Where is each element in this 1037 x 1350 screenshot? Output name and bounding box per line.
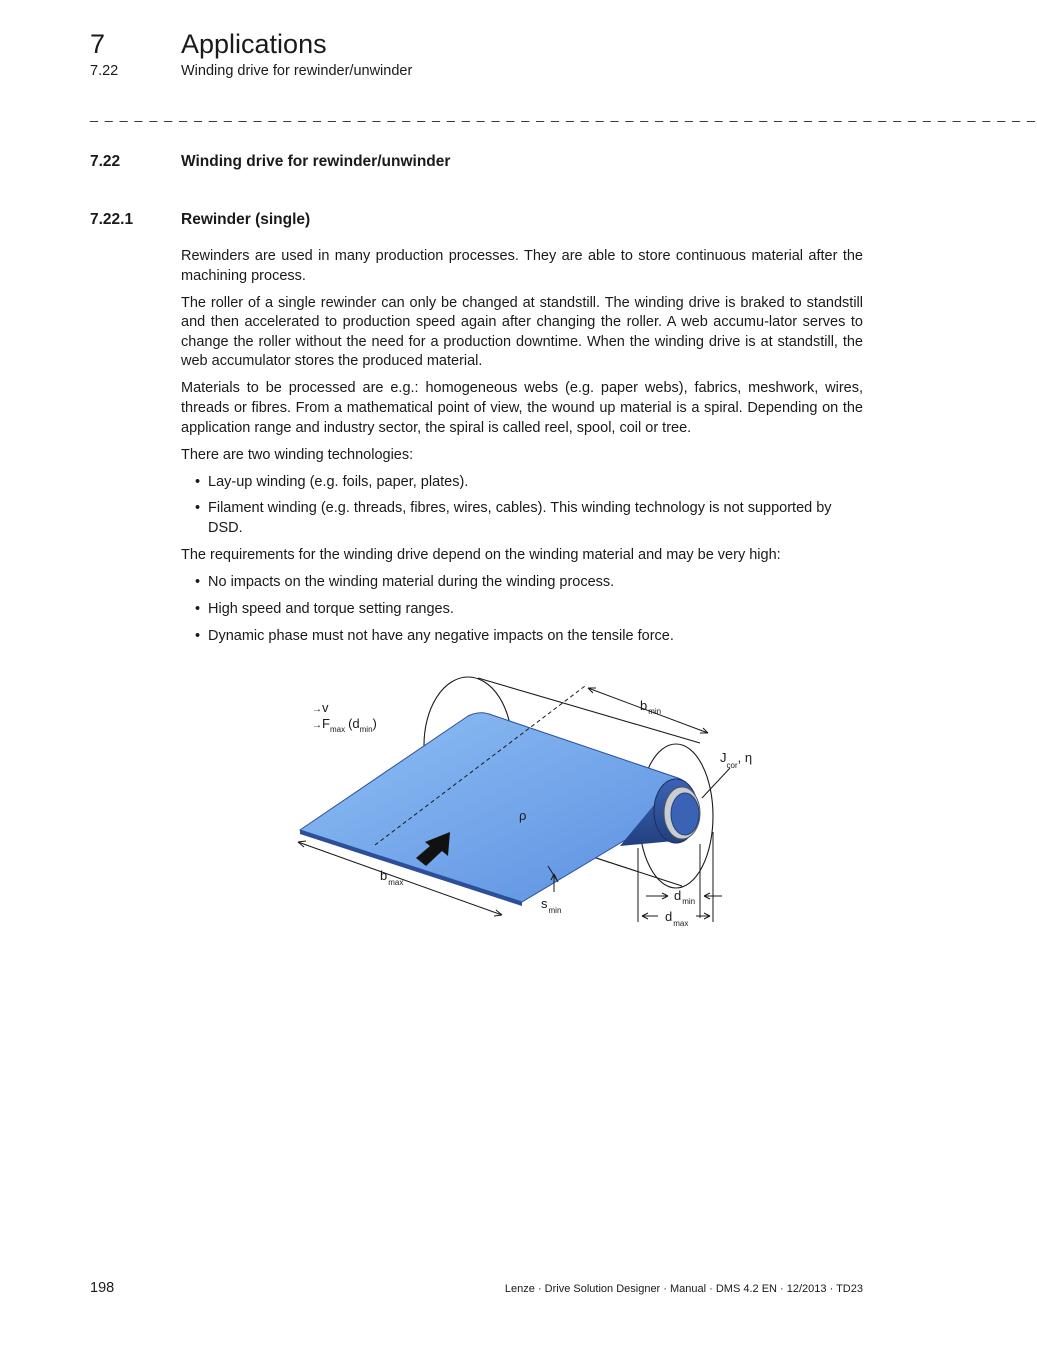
label-v: →v (312, 700, 329, 715)
label-fmax: $\to F_{max}$ $(d_{min})$ (312, 716, 377, 734)
header-section-title: Winding drive for rewinder/unwinder (181, 63, 413, 79)
list-item: • High speed and torque setting ranges. (181, 600, 863, 620)
rewinder-diagram (290, 670, 770, 932)
chapter-title: Applications (181, 29, 327, 59)
label-dmax: $d_{max}$ (665, 909, 689, 928)
list-item: • No impacts on the winding material during the winding process. (181, 573, 863, 593)
subsection-title: Rewinder (single) (181, 211, 311, 228)
paragraph: The requirements for the winding drive depend on the winding material and may be very high: (181, 547, 781, 564)
label-bmax: $b_{max}$ (380, 868, 404, 887)
technology-list (181, 473, 863, 539)
list-item: • Dynamic phase must not have any negative impacts on the tensile force. (181, 627, 863, 647)
section-title: Winding drive for rewinder/unwinder (181, 153, 451, 170)
header-separator: _ _ _ _ _ _ _ _ _ _ _ _ _ _ _ _ _ _ _ _ _ _ _ _ _ _ _ _ _ _ _ _ _ _ _ _ _ _ _ _ _ _ _ _ _ _ _ _ _ _ _ _ _ _ _ _ _ _ _ _ _ _ _ _ (90, 106, 1037, 122)
paragraph: The roller of a single rewinder can only be changed at standstill. The winding drive is braked to standstill and then accelerated to production speed again after changing the roller. A web accumu-lator serves to change the roller without the need for a production downtime. When the winding drive is at standstill, the web accumulator stores the produced material. (181, 294, 863, 370)
label-smin: $s_{min}$ (541, 896, 562, 915)
paragraph: Materials to be processed are e.g.: homogeneous webs (e.g. paper webs), fabrics, meshwork, wires, threads or fibres. From a mathematical point of view, the wound up material is a spiral. Depending on the application range and industry sector, the spiral is called reel, spool, coil or tree. (181, 380, 863, 436)
label-rho: ρ (519, 808, 527, 823)
body-text (181, 247, 863, 654)
header-section-number: 7.22 (90, 63, 119, 79)
label-dmin: $d_{min}$ (674, 888, 696, 906)
label-jcor: $J_{cor}$, η (720, 750, 753, 770)
section-number: 7.22 (90, 153, 121, 170)
paragraph: Rewinders are used in many production processes. They are able to store continuous material after the machining process. (181, 248, 863, 284)
subsection-number: 7.22.1 (90, 211, 134, 228)
chapter-number: 7 (90, 29, 106, 59)
requirements-list (181, 573, 863, 647)
list-item: • Lay-up winding (e.g. foils, paper, plates). (181, 473, 863, 493)
paragraph: There are two winding technologies: (181, 446, 414, 463)
list-item: • Filament winding (e.g. threads, fibres, wires, cables). This winding technology is not supported by DSD. (181, 499, 863, 538)
label-bmin: $b_{min}$ (640, 698, 662, 716)
page-number: 198 (90, 1280, 115, 1296)
footer-info: Lenze · Drive Solution Designer · Manual · DMS 4.2 EN · 12/2013 · TD23 (504, 1283, 863, 1295)
